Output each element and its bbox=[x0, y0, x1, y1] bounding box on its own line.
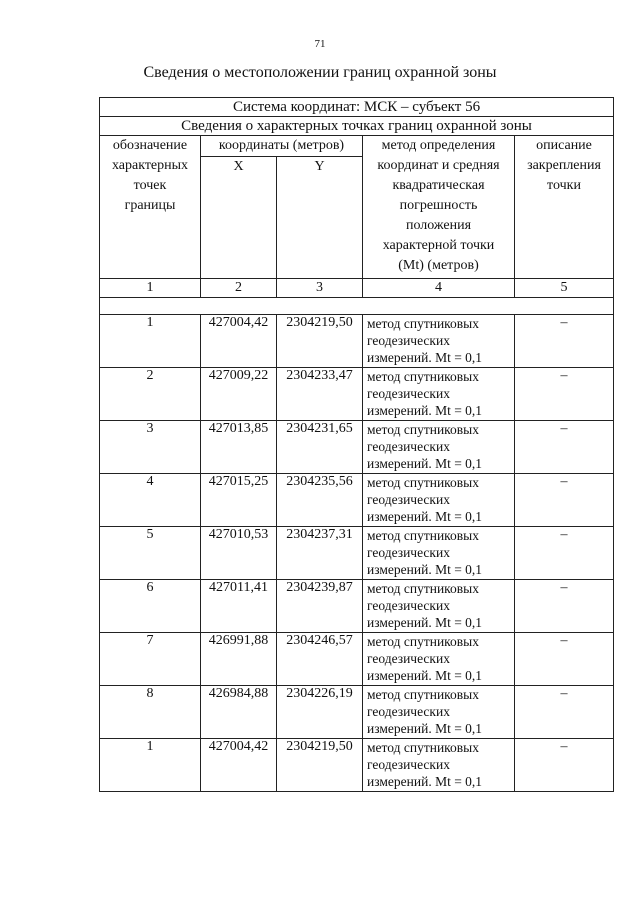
method-cell bbox=[363, 633, 515, 686]
method-line: метод спутниковых bbox=[367, 422, 479, 437]
method-cell bbox=[363, 315, 515, 368]
header-coordinates-group: координаты (метров) bbox=[201, 136, 363, 157]
header-line: характерной точки bbox=[382, 238, 495, 253]
method-cell bbox=[363, 580, 515, 633]
method-line: измерений. Mt = 0,1 bbox=[367, 403, 483, 418]
coordinate-y: 2304219,50 bbox=[277, 315, 363, 368]
header-line: квадратическая bbox=[392, 178, 485, 193]
coordinate-y: 2304239,87 bbox=[277, 580, 363, 633]
method-line: геодезических bbox=[367, 598, 450, 613]
header-line: метод определения bbox=[381, 138, 496, 153]
method-line: метод спутниковых bbox=[367, 687, 479, 702]
header-line: погрешность bbox=[399, 198, 478, 213]
method-line: метод спутниковых bbox=[367, 369, 479, 384]
point-number: 1 bbox=[100, 739, 201, 792]
header-line: положения bbox=[405, 218, 472, 233]
method-line: измерений. Mt = 0,1 bbox=[367, 774, 483, 789]
method-cell bbox=[363, 368, 515, 421]
coordinate-x: 427010,53 bbox=[201, 527, 277, 580]
fixing-description: – bbox=[515, 368, 614, 421]
column-number: 4 bbox=[363, 279, 515, 298]
header-point-designation bbox=[100, 136, 201, 279]
coordinate-x: 426991,88 bbox=[201, 633, 277, 686]
header-line: координат и средняя bbox=[377, 158, 500, 173]
method-line: метод спутниковых bbox=[367, 581, 479, 596]
point-number: 4 bbox=[100, 474, 201, 527]
method-line: метод спутниковых bbox=[367, 528, 479, 543]
method-line: геодезических bbox=[367, 545, 450, 560]
method-line: измерений. Mt = 0,1 bbox=[367, 350, 483, 365]
point-number: 6 bbox=[100, 580, 201, 633]
coordinate-y: 2304226,19 bbox=[277, 686, 363, 739]
fixing-description: – bbox=[515, 739, 614, 792]
method-line: метод спутниковых bbox=[367, 634, 479, 649]
method-cell bbox=[363, 474, 515, 527]
table-row bbox=[100, 580, 614, 633]
fixing-description: – bbox=[515, 633, 614, 686]
point-number: 8 bbox=[100, 686, 201, 739]
fixing-description: – bbox=[515, 527, 614, 580]
method-line: геодезических bbox=[367, 492, 450, 507]
coordinate-y: 2304237,31 bbox=[277, 527, 363, 580]
header-method bbox=[363, 136, 515, 279]
column-number: 5 bbox=[515, 279, 614, 298]
method-line: геодезических bbox=[367, 651, 450, 666]
header-line: описание bbox=[536, 138, 592, 153]
method-line: геодезических bbox=[367, 386, 450, 401]
header-line: (Mt) (метров) bbox=[398, 258, 479, 273]
table-row bbox=[100, 739, 614, 792]
method-line: геодезических bbox=[367, 333, 450, 348]
page-number: 71 bbox=[314, 38, 326, 50]
table-row bbox=[100, 315, 614, 368]
point-number: 2 bbox=[100, 368, 201, 421]
method-cell bbox=[363, 686, 515, 739]
fixing-description: – bbox=[515, 580, 614, 633]
point-number: 3 bbox=[100, 421, 201, 474]
table-row bbox=[100, 633, 614, 686]
method-line: метод спутниковых bbox=[367, 475, 479, 490]
method-line: геодезических bbox=[367, 757, 450, 772]
column-number: 3 bbox=[277, 279, 363, 298]
method-line: измерений. Mt = 0,1 bbox=[367, 456, 483, 471]
table-row bbox=[100, 474, 614, 527]
header-line: характерных bbox=[111, 158, 189, 173]
method-cell bbox=[363, 527, 515, 580]
table-row bbox=[100, 421, 614, 474]
table-row bbox=[100, 686, 614, 739]
coordinate-x: 427011,41 bbox=[201, 580, 277, 633]
coordinate-system-row: Система координат: МСК – субъект 56 bbox=[100, 98, 614, 117]
method-line: измерений. Mt = 0,1 bbox=[367, 562, 483, 577]
document-title: Сведения о местоположении границ охранной зоны bbox=[143, 64, 497, 81]
coordinate-x: 426984,88 bbox=[201, 686, 277, 739]
coordinate-x: 427004,42 bbox=[201, 315, 277, 368]
table-row bbox=[100, 368, 614, 421]
header-fixing-description bbox=[515, 136, 614, 279]
header-line: точек bbox=[133, 178, 167, 193]
fixing-description: – bbox=[515, 474, 614, 527]
coordinate-x: 427009,22 bbox=[201, 368, 277, 421]
method-line: метод спутниковых bbox=[367, 740, 479, 755]
header-line: границы bbox=[124, 198, 176, 213]
table-row bbox=[100, 527, 614, 580]
coordinate-y: 2304233,47 bbox=[277, 368, 363, 421]
coordinate-y: 2304231,65 bbox=[277, 421, 363, 474]
method-line: измерений. Mt = 0,1 bbox=[367, 668, 483, 683]
fixing-description: – bbox=[515, 686, 614, 739]
coordinate-y: 2304219,50 bbox=[277, 739, 363, 792]
header-x: X bbox=[201, 157, 277, 279]
header-y: Y bbox=[277, 157, 363, 279]
header-line: точки bbox=[547, 178, 581, 193]
coordinate-x: 427015,25 bbox=[201, 474, 277, 527]
spacer-row bbox=[100, 298, 614, 315]
method-line: измерений. Mt = 0,1 bbox=[367, 509, 483, 524]
method-line: геодезических bbox=[367, 439, 450, 454]
method-line: измерений. Mt = 0,1 bbox=[367, 721, 483, 736]
coordinate-y: 2304246,57 bbox=[277, 633, 363, 686]
method-line: измерений. Mt = 0,1 bbox=[367, 615, 483, 630]
points-info-row: Сведения о характерных точках границ охранной зоны bbox=[100, 117, 614, 136]
method-line: геодезических bbox=[367, 704, 450, 719]
method-line: метод спутниковых bbox=[367, 316, 479, 331]
header-line: обозначение bbox=[112, 138, 188, 153]
coordinate-y: 2304235,56 bbox=[277, 474, 363, 527]
fixing-description: – bbox=[515, 421, 614, 474]
column-number: 2 bbox=[201, 279, 277, 298]
point-number: 5 bbox=[100, 527, 201, 580]
coordinate-x: 427004,42 bbox=[201, 739, 277, 792]
coordinate-x: 427013,85 bbox=[201, 421, 277, 474]
point-number: 7 bbox=[100, 633, 201, 686]
header-line: закрепления bbox=[527, 158, 601, 173]
fixing-description: – bbox=[515, 315, 614, 368]
method-cell bbox=[363, 421, 515, 474]
point-number: 1 bbox=[100, 315, 201, 368]
column-number: 1 bbox=[100, 279, 201, 298]
boundary-points-table bbox=[99, 97, 614, 792]
method-cell bbox=[363, 739, 515, 792]
